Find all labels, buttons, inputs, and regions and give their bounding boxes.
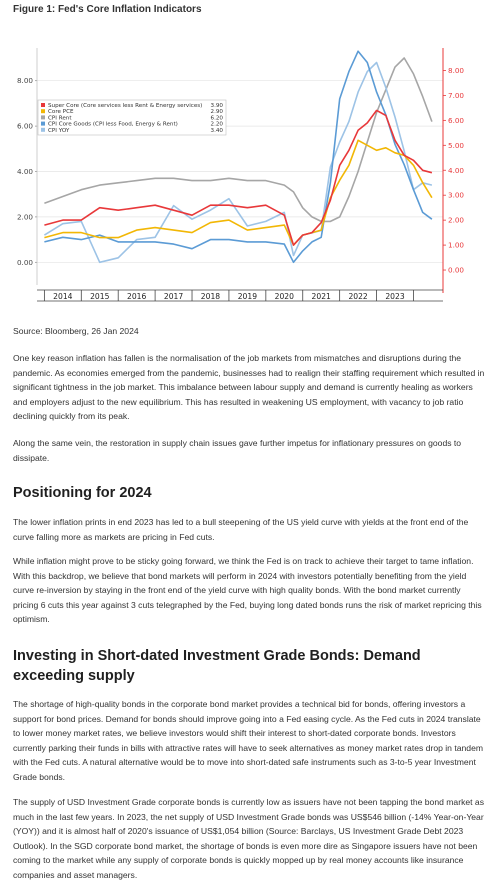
- x-tick-label: 2019: [237, 291, 258, 301]
- figure-title: Figure 1: Fed's Core Inflation Indicators: [13, 4, 202, 15]
- series-line-4: [44, 63, 432, 263]
- legend-value: 2.90: [210, 109, 223, 116]
- legend-swatch: [41, 115, 45, 119]
- chart-legend: [38, 100, 226, 135]
- x-tick-label: 2022: [348, 291, 368, 301]
- x-tick-label: 2016: [126, 291, 147, 301]
- right-tick-label: 0.00: [448, 265, 465, 275]
- legend-label: CPI YOY: [48, 127, 70, 134]
- paragraph-bond-supply: The supply of USD Investment Grade corporate bonds is currently low as issuers have not been tapping the bond market as much in the last few years. In 2023, the net supply of USD Investment Grade bonds was US$546 billion (-14% Year-on-Year (YOY)) and it is almost half of 2020's issuance of US$1,054 billion (Source: Barclays, US Investment Grade Debt 2023 Outlook). In the SGD corporate bond market, the shortage of bonds is even more dire as Singapore issuers have not been coming to the market while any supply of corporate bonds is quickly mopped up by real money accounts like insurance companies and asset managers.: [13, 797, 484, 880]
- legend-swatch: [41, 103, 45, 107]
- left-tick-label: 6.00: [16, 121, 33, 131]
- legend-value: 3.40: [210, 127, 223, 134]
- inflation-chart: [0, 20, 498, 310]
- right-tick-label: 8.00: [448, 65, 465, 75]
- legend-value: 3.90: [210, 103, 223, 109]
- legend-label: Core PCE: [48, 109, 74, 116]
- legend-swatch: [41, 122, 45, 126]
- chart-x-axis: [37, 290, 443, 301]
- right-tick-label: 1.00: [448, 240, 465, 250]
- paragraph-job-markets: One key reason inflation has fallen is the normalisation of the job markets from mismatches and disruptions during the pandemic. As economies emerged from the pandemic, businesses had to realign their staffing requirement which resulted in significant tightness in the job market. This imbalance between labour supply and demand is currently healing as workers and employers adjust to the new equilibrium. This has resulted in weakening US employment, with vacancy to job ratio declining quickly from its peak.: [13, 353, 485, 421]
- x-tick-label: 2020: [274, 291, 294, 301]
- paragraph-fed-outlook: While inflation might prove to be sticky going forward, we think the Fed is on track to achieve their target to tame inflation. With this backdrop, we believe that bond markets will perform in 2024 with investors potentially benefiting from the yield curve re-inversion by staying in the front end of the yield curve with high quality bonds. With the bond market currently pricing 6 cuts this year against 3 cuts telegraphed by the Fed, buying long dated bonds runs the risk of market repricing this optimism.: [13, 556, 482, 624]
- right-tick-label: 2.00: [448, 215, 465, 225]
- x-tick-label: 2021: [311, 291, 331, 301]
- legend-value: 6.20: [210, 115, 223, 122]
- x-tick-label: 2023: [385, 291, 405, 301]
- paragraph-supply-chain: Along the same vein, the restoration in supply chain issues gave further impetus for inflationary pressures on goods to dissipate.: [13, 438, 462, 463]
- heading-short-dated-bonds: Investing in Short-dated Investment Grade Bonds: Demand exceeding supply: [13, 648, 421, 684]
- paragraph-bond-shortage: The shortage of high-quality bonds in the corporate bond market provides a technical bid for bonds, offering investors a support for bond prices. Demand for bonds should improve going into a Fed easing cycle. As the Fed cuts in 2024 translate to lower money market rates, we believe investors would shift their interest to short-dated corporate bonds. Investors currently parking their funds in bills with attractive rates will have to seek alternatives as money market rates drop in tandem with the Fed cuts. A natural alternative would be to move into short-dated safe instruments such as 3-to-5 year Investment Grade bonds.: [13, 699, 484, 782]
- left-tick-label: 0.00: [16, 257, 33, 267]
- right-tick-label: 5.00: [448, 140, 465, 150]
- x-tick-label: 2017: [163, 291, 184, 301]
- legend-label: CPI Rent: [48, 115, 72, 122]
- chart-source: Source: Bloomberg, 26 Jan 2024: [13, 326, 139, 336]
- legend-label: CPI Core Goods (CPI less Food, Energy & Rent): [48, 121, 178, 128]
- legend-label: Super Core (Core services less Rent & Energy services): [48, 103, 203, 109]
- x-tick-label: 2014: [53, 291, 73, 301]
- right-tick-label: 6.00: [448, 115, 465, 125]
- left-tick-label: 8.00: [16, 76, 33, 86]
- chart-axes: [17, 48, 464, 293]
- legend-swatch: [41, 128, 45, 132]
- right-tick-label: 7.00: [448, 90, 465, 100]
- left-tick-label: 2.00: [16, 212, 33, 222]
- left-tick-label: 4.00: [16, 167, 33, 176]
- right-tick-label: 3.00: [448, 190, 465, 200]
- x-tick-label: 2018: [200, 291, 221, 301]
- legend-value: 2.20: [210, 121, 223, 128]
- right-tick-label: 4.00: [448, 165, 465, 175]
- series-line-3: [44, 51, 432, 262]
- x-tick-label: 2015: [90, 291, 110, 301]
- heading-positioning: Positioning for 2024: [13, 485, 152, 501]
- chart-series: [44, 51, 432, 262]
- paragraph-yield-curve: The lower inflation prints in end 2023 has led to a bull steepening of the US yield curve with yields at the front end of the curve falling more as markets are pricing in Fed cuts.: [13, 517, 469, 542]
- series-line-1: [44, 140, 432, 245]
- legend-swatch: [41, 109, 45, 113]
